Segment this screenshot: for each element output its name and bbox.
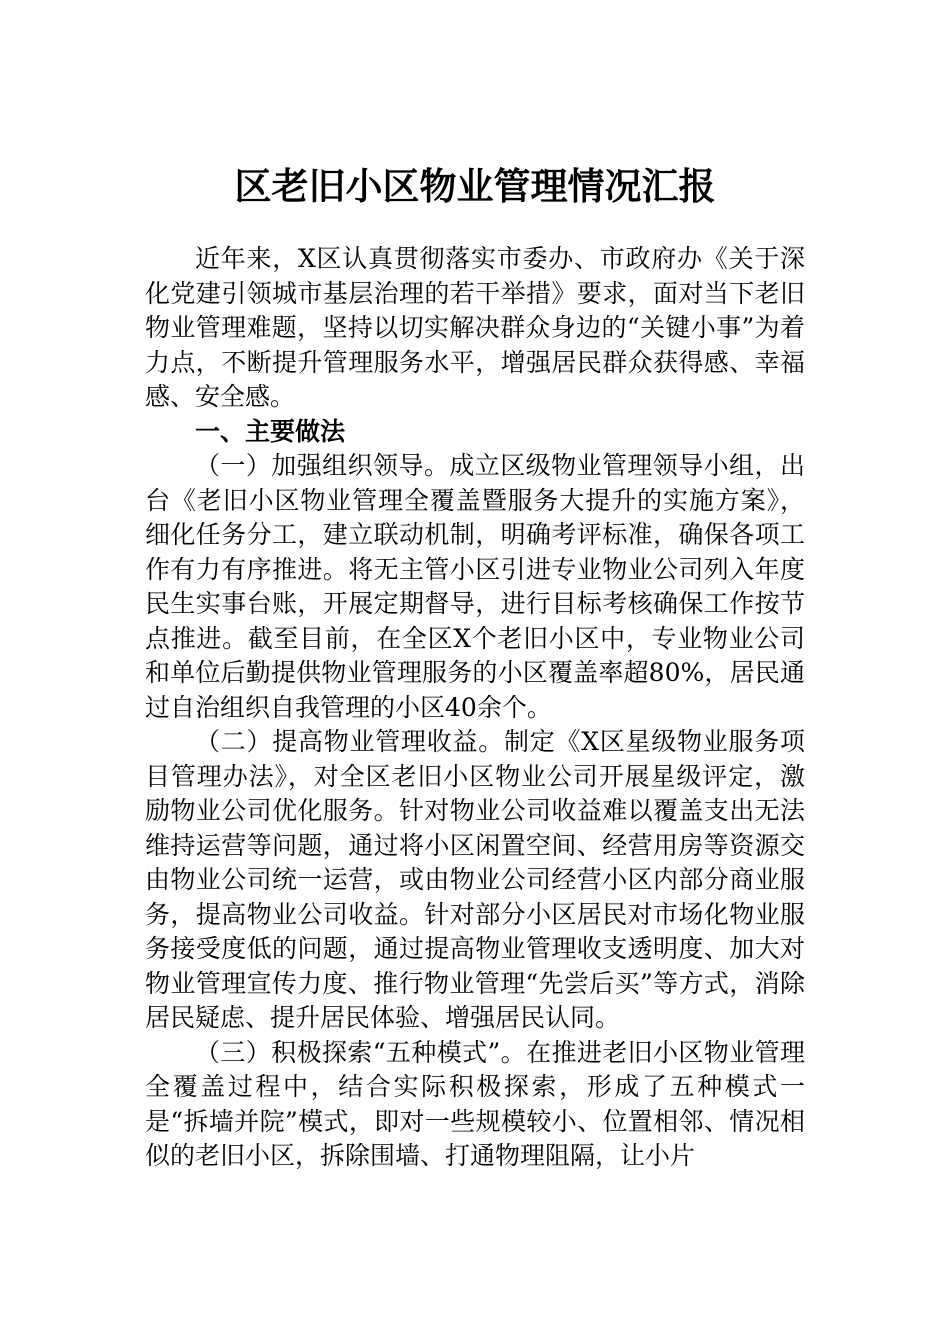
intro-paragraph: 近年来，X区认真贯彻落实市委办、市政府办《关于深化党建引领城市基层治理的若干举措》要求，面对当下老旧物业管理难题，坚持以切实解决群众身边的“关键小事”为着力点，不断提升管理服务水平，增强居民群众获得感、幸福感、安全感。 bbox=[145, 244, 805, 411]
item-lead: （三）积极探索“五种模式”。 bbox=[195, 1037, 527, 1067]
section-item-2 bbox=[145, 725, 805, 1036]
item-text: 制定《X区星级物业服务项目管理办法》，对全区老旧小区物业公司开展星级评定，激励物业公司优化服务。针对物业公司收益难以覆盖支出无法维持运营等问题，通过将小区闲置空间、经营用房等资源交由物业公司统一运营，或由物业公司经营小区内部分商业服务，提高物业公司收益。针对部分小区居民对市场化物业服务接受度低的问题，通过提高物业管理收支透明度、加大对物业管理宣传力度、推行物业管理“先尝后买”等方式，消除居民疑虑、提升居民体验、增强居民认同。 bbox=[145, 727, 805, 1032]
item-lead: （二）提高物业管理收益。 bbox=[195, 727, 504, 756]
section-item-1 bbox=[145, 449, 805, 725]
document-body bbox=[145, 242, 805, 1174]
item-text: 在推进老旧小区物业管理全覆盖过程中，结合实际积极探索，形成了五种模式一是“拆墙并院”模式，即对一些规模较小、位置相邻、情况相似的老旧小区，拆除围墙、打通物理阻隔，让小片 bbox=[145, 1037, 805, 1170]
item-text: 成立区级物业管理领导小组，出台《老旧小区物业管理全覆盖暨服务大提升的实施方案》，细化任务分工，建立联动机制，明确考评标准，确保各项工作有力有序推进。将无主管小区引进专业物业公司列入年度民生实事台账，开展定期督导，进行目标考核确保工作按节点推进。截至目前，在全区X个老旧小区中，专业物业公司和单位后勤提供物业管理服务的小区覆盖率超80%，居民通过自治组织自我管理的小区40余个。 bbox=[145, 451, 805, 722]
document-title: 区老旧小区物业管理情况汇报 bbox=[234, 164, 716, 208]
section-item-3 bbox=[145, 1036, 805, 1174]
item-lead: （一）加强组织领导。 bbox=[195, 451, 450, 480]
section-heading: 一、主要做法 bbox=[195, 416, 346, 446]
